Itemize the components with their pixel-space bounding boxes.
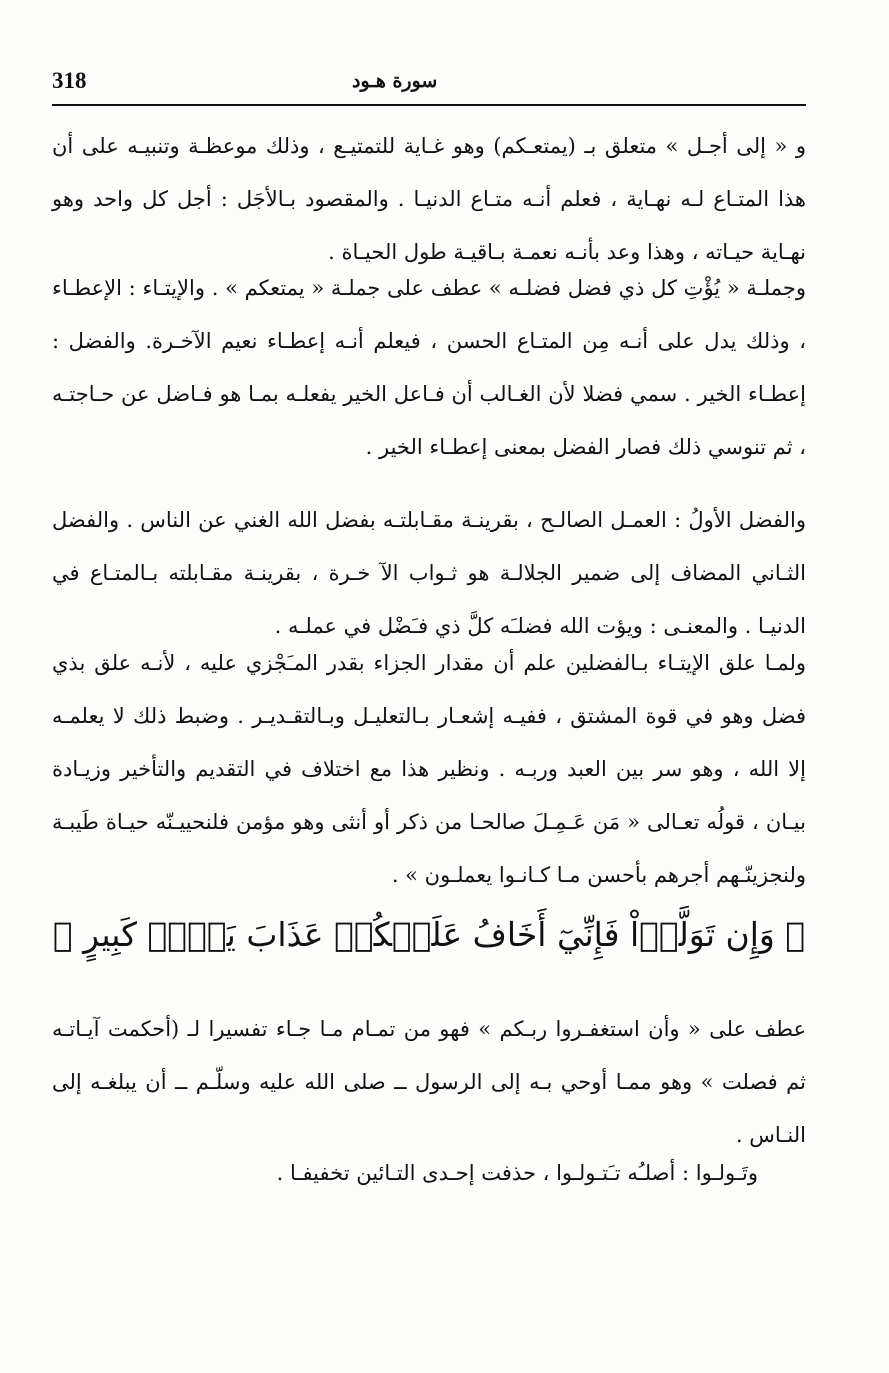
commentary-paragraph bbox=[52, 494, 806, 653]
quran-verse: ﴿ وَإِن تَوَلَّوۡاْ فَإِنِّيٓ أَخَافُ عَلَيۡكُمۡ عَذَابَ يَوۡمٖ كَبِيرٍ ﴾ bbox=[52, 915, 806, 954]
paragraph-text: وجملـة « يُؤْتِ كل ذي فضل فضلـه » عطف على جملـة « يمتعكم » . والإيتـاء : الإعطـاء ، وذلك يدل على أنـه مِن المتـاع الحسن ، فيعلم أنـه إعطـاء نعيم الآخـرة. والفضل : إعطـاء الخير . سمي فضلا لأن الغـالب أن فـاعل الخير يفعلـه بمـا هو فـاضل عن حـاجتـه ، ثم تنوسي ذلك فصار الفضل بمعنى إعطـاء الخير . bbox=[52, 276, 806, 459]
commentary-paragraph bbox=[52, 1003, 806, 1162]
paragraph-text: والفضل الأولُ : العمـل الصالـح ، بقرينـة مقـابلتـه بفضل الله الغني عن الناس . والفضل الثـاني المضاف إلى ضمير الجلالـة هو ثـواب الآ خـرة ، بقرينـة مقـابلته بـالمتـاع في الدنيـا . والمعنـى : ويؤت الله فضلـَه كلَّ ذي فـَضْل في عملـه . bbox=[52, 508, 806, 638]
commentary-paragraph bbox=[52, 1147, 806, 1200]
commentary-paragraph bbox=[52, 262, 806, 474]
paragraph-text: وتَـولـوا : أصلـُه تـَتـولـوا ، حذفت إحـدى التـائين تخفيفـا . bbox=[276, 1161, 758, 1185]
commentary-paragraph bbox=[52, 120, 806, 279]
paragraph-text: عطف على « وأن استغفـروا ربـكم » فهو من تمـام مـا جـاء تفسيرا لـ (أحكمت آيـاتـه ثم فصلت » وهو ممـا أوحي بـه إلى الرسول ــ صلى الله عليه وسلّـم ــ أن يبلغـه إلى النـاس . bbox=[52, 1017, 806, 1147]
commentary-paragraph bbox=[52, 637, 806, 902]
paragraph-text: ولمـا علق الإيتـاء بـالفضلين علم أن مقدار الجزاء بقدر المـَجْزي عليه ، لأنـه علق بذي فضل وهو في قوة المشتق ، ففيـه إشعـار بـالتعليـل وبـالتقـديـر . وضبط ذلك لا يعلمـه إلا الله ، وهو سر بين العبد وربـه . ونظير هذا مع اختلاف في التقديم والتأخير وزيـادة بيـان ، قولُه تعـالى « مَن عَـمِـلَ صالحـا من ذكر أو أنثى وهو مؤمن فلنحييـنّه حيـاة طَيبـة ولنجزينّـهم أجرهم بأحسن مـا كـانـوا يعملـون » . bbox=[52, 651, 806, 887]
paragraph-text: و « إلى أجـل » متعلق بـ (يمتعـكم) وهو غـاية للتمتيـع ، وذلك موعظـة وتنبيـه على أن هذا المتـاع لـه نهـاية ، فعلم أنـه متـاع الدنيـا . والمقصود بـالأجَل : أجل كل واحد وهو نهـاية حيـاته ، وهذا وعد بأنـه نعمـة بـاقيـة طول الحيـاة . bbox=[52, 134, 806, 264]
running-title: سورة هـود bbox=[352, 70, 438, 92]
page-number: 318 bbox=[52, 68, 87, 93]
page-header bbox=[52, 66, 806, 106]
